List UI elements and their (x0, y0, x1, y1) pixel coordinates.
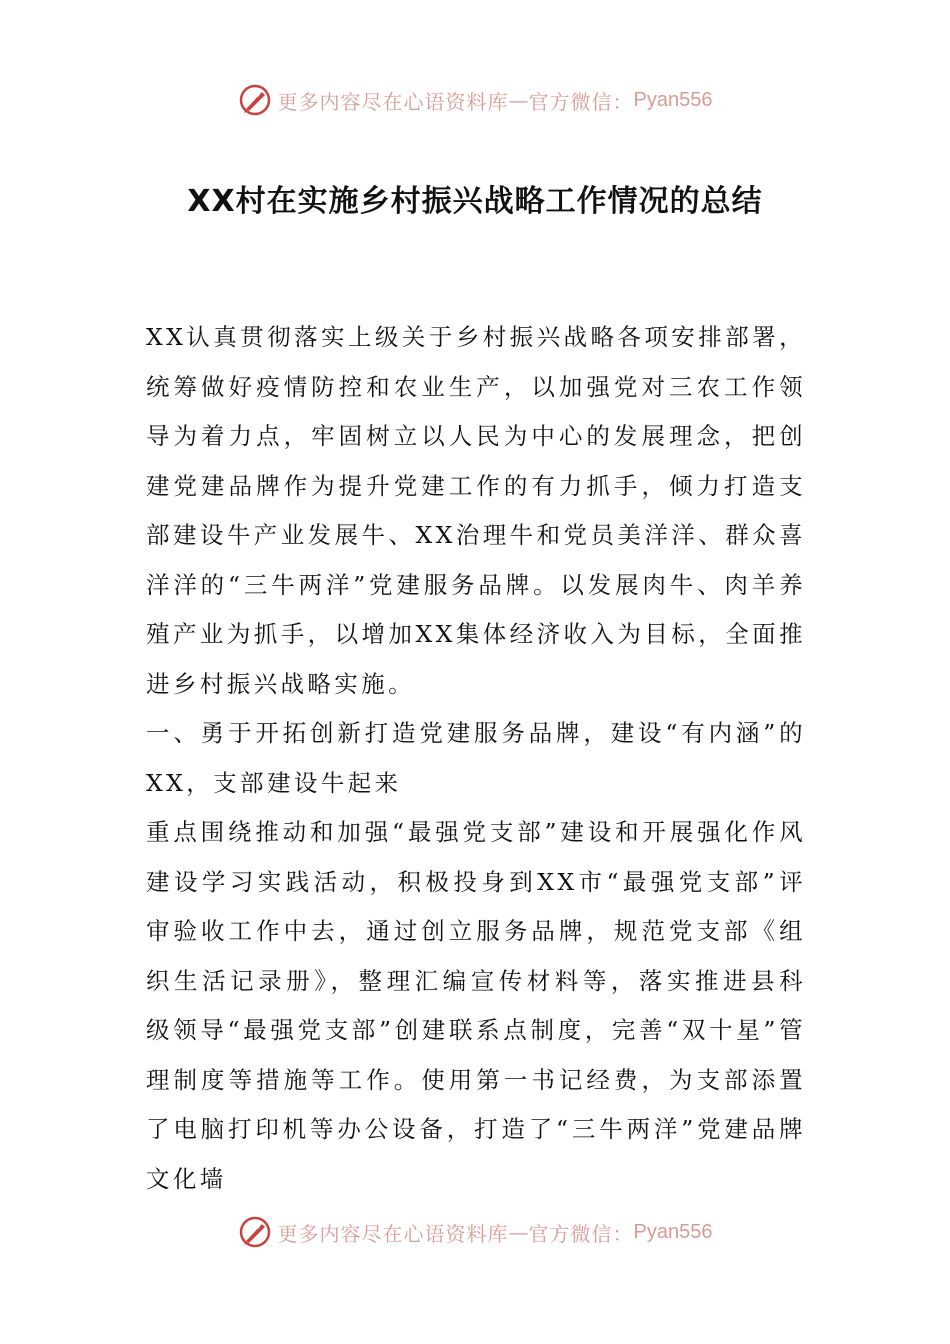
pen-circle-icon (238, 1215, 272, 1249)
watermark-separator: — (508, 1220, 529, 1244)
watermark-wechat-label: 官方微信： (528, 89, 634, 114)
watermark-footer (0, 1212, 950, 1252)
watermark-wechat-label: 官方微信： (528, 1221, 634, 1246)
paragraph-section-heading: 一、勇于开拓创新打造党建服务品牌，建设“有内涵”的XX，支部建设牛起来 (146, 719, 806, 797)
watermark-separator: — (508, 88, 529, 112)
document-body (146, 313, 806, 1204)
paragraph-section-body: 重点围绕推动和加强“最强党支部”建设和开展强化作风建设学习实践活动，积极投身到XX市“最强党支部”评审验收工作中去，通过创立服务品牌，规范党支部《组织生活记录册》，整理汇编宣传材料等，落实推进县科级领导“最强党支部”创建联系点制度，完善“双十星”管理制度等措施等工作。使用第一书记经费，为支部添置了电脑打印机等办公设备，打造了“三牛两洋”党建品牌文化墙 (146, 818, 806, 1193)
document-title: XX村在实施乡村振兴战略工作情况的总结 (187, 184, 763, 219)
watermark-header (0, 80, 950, 120)
watermark-handle: Pyan556 (633, 1220, 713, 1243)
paragraph-intro: XX认真贯彻落实上级关于乡村振兴战略各项安排部署，统筹做好疫情防控和农业生产，以加强党对三农工作领导为着力点，牢固树立以人民为中心的发展理念，把创建党建品牌作为提升党建工作的有力抓手，倾力打造支部建设牛产业发展牛、XX治理牛和党员美洋洋、群众喜洋洋的“三牛两洋”党建服务品牌。以发展肉牛、肉羊养殖产业为抓手，以增加XX集体经济收入为目标，全面推进乡村振兴战略实施。 (146, 323, 806, 698)
watermark-text: 更多内容尽在心语资料库 (277, 89, 509, 114)
pen-circle-icon (238, 83, 272, 117)
watermark-handle: Pyan556 (633, 88, 713, 111)
watermark-text: 更多内容尽在心语资料库 (277, 1221, 509, 1246)
